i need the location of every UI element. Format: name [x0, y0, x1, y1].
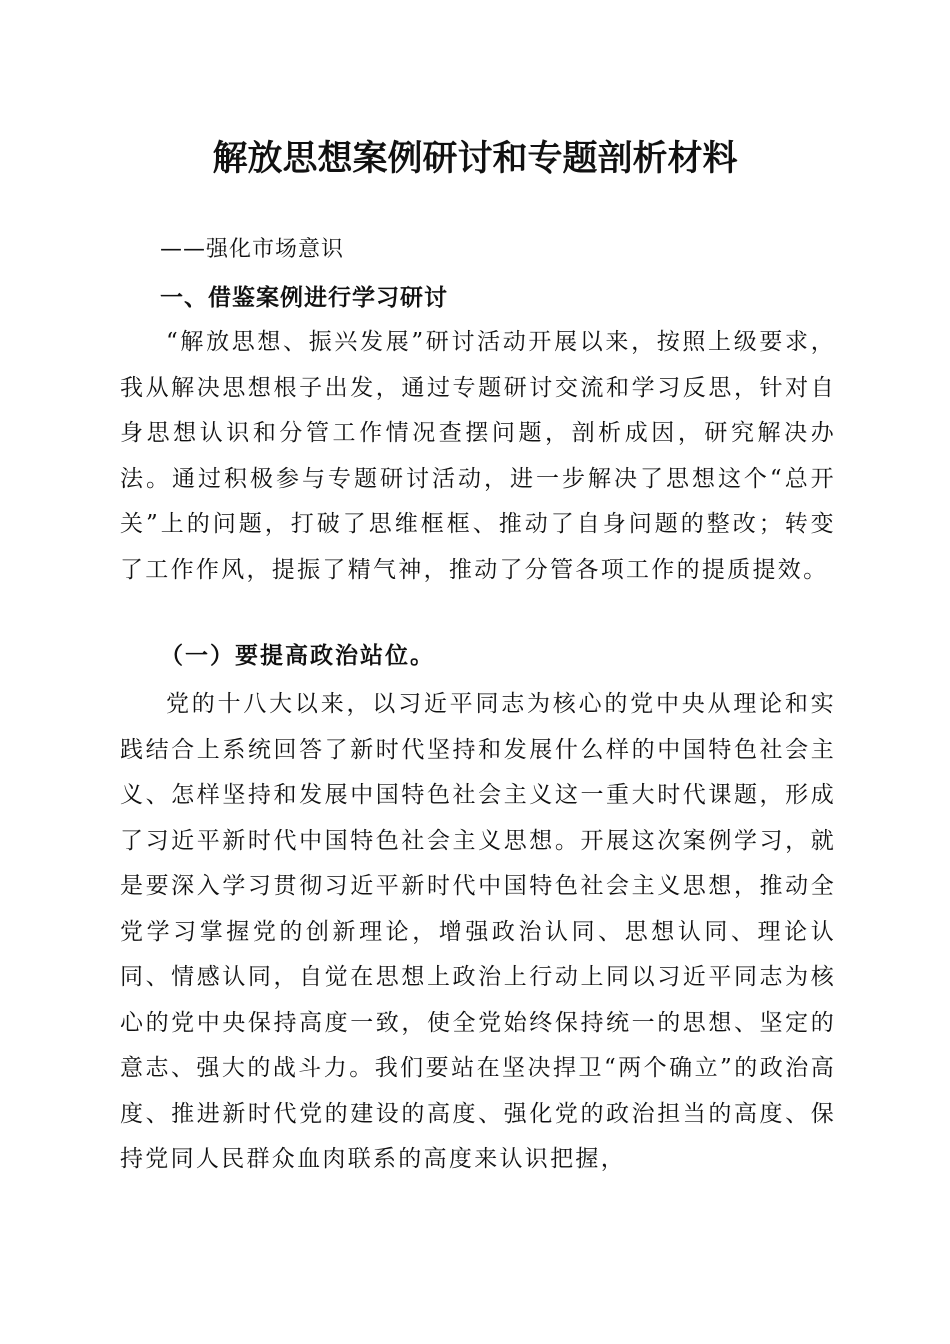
document-subtitle: ——强化市场意识 — [160, 237, 345, 262]
document-title: 解放思想案例研讨和专题剖析材料 — [212, 138, 738, 179]
paragraph-2: 党的十八大以来，以习近平同志为核心的党中央从理论和实践结合上系统回答了新时代坚持和发展什么样的中国特色社会主义、怎样坚持和发展中国特色社会主义这一重大时代课题，形成了习近平新时代中国特色社会主义思想。开展这次案例学习，就是要深入学习贯彻习近平新时代中国特色社会主义思想，推动全党学习掌握党的创新理论，增强政治认同、思想认同、理论认同、情感认同，自觉在思想上政治上行动上同以习近平同志为核心的党中央保持高度一致，使全党始终保持统一的思想、坚定的意志、强大的战斗力。我们要站在坚决捍卫“两个确立”的政治高度、推进新时代党的建设的高度、强化党的政治担当的高度、保持党同人民群众血肉联系的高度来认识把握， — [120, 691, 836, 1172]
subheading-1: （一）要提高政治站位。 — [160, 642, 435, 669]
paragraph-1: “解放思想、振兴发展”研讨活动开展以来，按照上级要求，我从解决思想根子出发，通过专题研讨交流和学习反思，针对自身思想认识和分管工作情况查摆问题，剖析成因，研究解决办法。通过积极参与专题研讨活动，进一步解决了思想这个“总开关”上的问题，打破了思维框框、推动了自身问题的整改；转变了工作作风，提振了精气神，推动了分管各项工作的提质提效。 — [120, 329, 836, 583]
section-heading: 一、借鉴案例进行学习研讨 — [160, 285, 448, 311]
